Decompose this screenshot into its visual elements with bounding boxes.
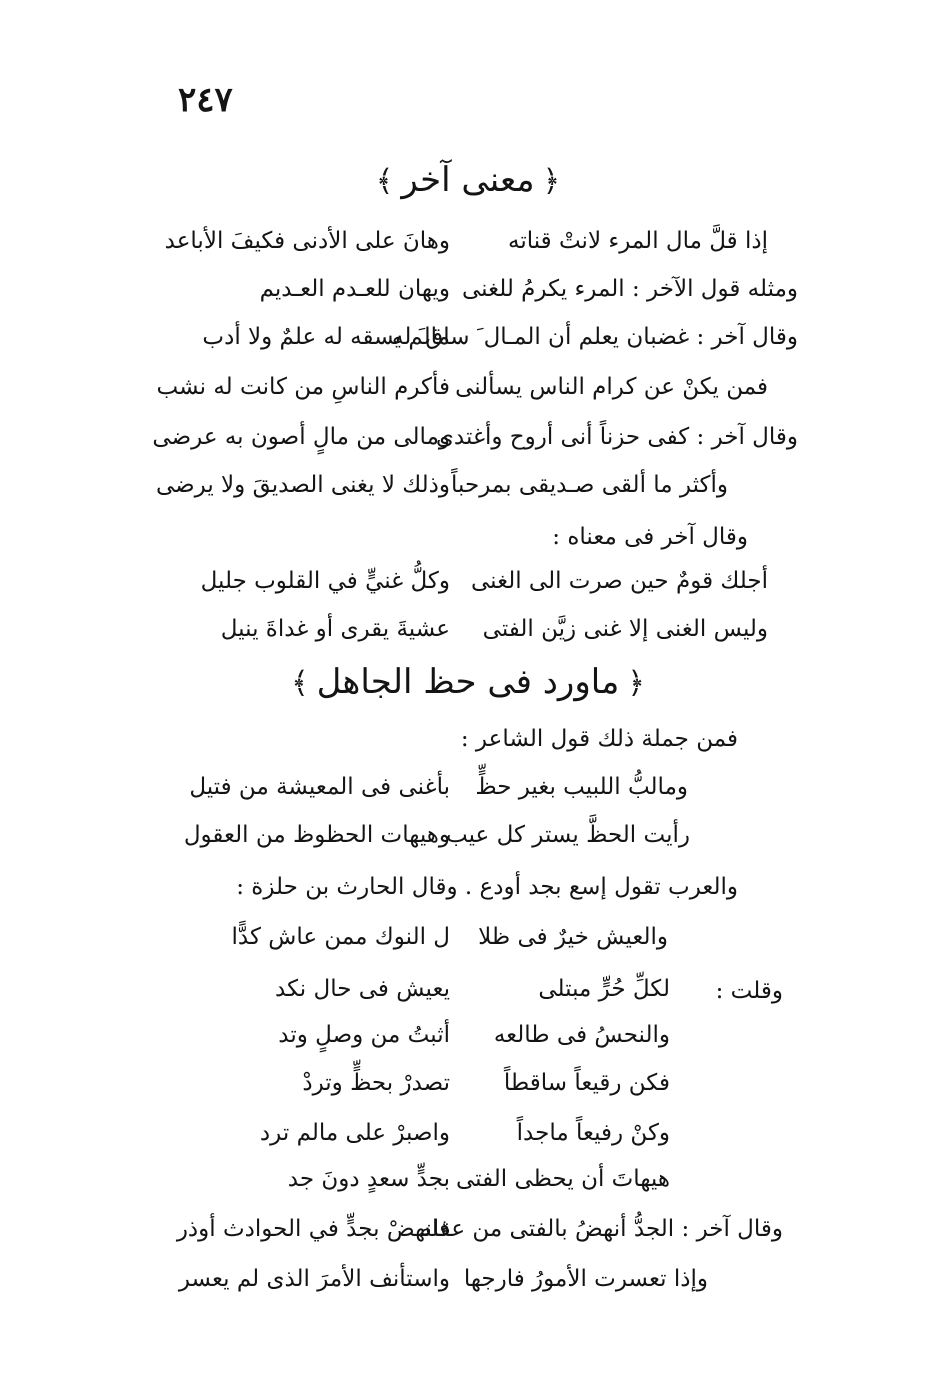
verse-left-hemistich: ويهان للعـدم العـديم xyxy=(259,276,450,302)
verse-left-hemistich: فانهضْ بجدٍّ في الحوادث أوذر xyxy=(176,1216,450,1242)
verse-left-hemistich: ومالى من مالٍ أصون به عرضى xyxy=(152,424,450,450)
ornament-bracket-right: ﴿ xyxy=(627,666,645,701)
verse-right-hemistich: وإذا تعسرت الأمورُ فارجها xyxy=(463,1266,708,1292)
verse-left-hemistich: وهيهات الحظوظ من العقول xyxy=(183,822,450,848)
section-heading-maana-akhar xyxy=(368,160,568,200)
verse-left-hemistich: بأغنى فى المعيشة من فتيل xyxy=(189,774,450,800)
verse-left-hemistich: يعيش فى حال نكد xyxy=(275,976,450,1002)
ornament-bracket-left: ﴾ xyxy=(375,164,394,199)
verse-left-hemistich: واصبرْ على مالم ترد xyxy=(259,1120,450,1146)
page-number: ٢٤٧ xyxy=(178,80,233,120)
verse-right-hemistich: وقال آخر : الجدُّ أنهضُ بالفتى من عقله xyxy=(419,1216,783,1242)
verse-right-hemistich: وليس الغنى إلا غنى زيَّن الفتى xyxy=(482,616,768,642)
verse-left-hemistich: عشيةَ يقرى أو غداةَ ينيل xyxy=(220,616,450,642)
verse-right-hemistich: إذا قلَّ مال المرء لانتْ قناته xyxy=(507,228,768,254)
heading-text: ماورد فى حظ الجاهل xyxy=(316,662,620,702)
verse-left-hemistich: واستأنف الأمرَ الذى لم يعسر xyxy=(178,1266,450,1292)
ornament-bracket-left: ﴾ xyxy=(291,666,309,701)
verse-right-hemistich: وقال آخر : غضبان يعلم أن المـال َ ساق َ له xyxy=(392,324,798,350)
ornament-bracket-right: ﴿ xyxy=(542,164,561,199)
verse-right-hemistich: فمن يكنْ عن كرام الناس يسألنى xyxy=(455,374,768,400)
verse-left-hemistich: وهانَ على الأدنى فكيفَ الأباعد xyxy=(164,228,450,254)
intro-label: وقلت : xyxy=(715,978,783,1004)
verse-right-hemistich: ومالبُّ اللبيب بغير حظٍّ xyxy=(475,774,688,800)
prose-line: فمن جملة ذلك قول الشاعر : xyxy=(460,726,738,752)
verse-right-hemistich: هيهاتَ أن يحظى الفتى xyxy=(456,1166,670,1192)
heading-text: معنى آخر xyxy=(401,160,535,200)
verse-left-hemistich: فأكرم الناسِ من كانت له نشب xyxy=(156,374,450,400)
verse-right-hemistich: والنحسُ فى طالعه xyxy=(493,1022,670,1048)
verse-right-hemistich: فكن رقيعاً ساقطاً xyxy=(503,1070,670,1096)
section-heading-jahil-luck xyxy=(283,662,653,702)
verse-right-hemistich: رأيت الحظَّ يستر كل عيب xyxy=(446,822,690,848)
prose-line: وقال آخر فى معناه : xyxy=(552,524,748,550)
verse-right-hemistich: والعيش خيرٌ فى ظلا xyxy=(478,924,668,950)
verse-left-hemistich: أثبتُ من وصلٍ وتد xyxy=(278,1022,450,1048)
verse-left-hemistich: بجدٍّ سعدٍ دونَ جد xyxy=(287,1166,450,1192)
verse-left-hemistich: ل النوك ممن عاش كدًّا xyxy=(231,924,450,950)
verse-left-hemistich: تصدرْ بحظٍّ وتردْ xyxy=(302,1070,450,1096)
verse-right-hemistich: أجلك قومٌ حين صرت الى الغنى xyxy=(471,568,768,594)
verse-left-hemistich: مالم يسقه له علمٌ ولا أدب xyxy=(202,324,450,350)
prose-line: والعرب تقول إسع بجد أودع . وقال الحارث بن حلزة : xyxy=(236,874,738,900)
verse-left-hemistich: وكلُّ غنيٍّ في القلوب جليل xyxy=(200,568,450,594)
verse-left-hemistich: وذلك لا يغنى الصديقَ ولا يرضى xyxy=(155,472,450,498)
verse-right-hemistich: وكنْ رفيعاً ماجداً xyxy=(516,1120,670,1146)
verse-right-hemistich: ومثله قول الآخر : المرء يكرمُ للغنى xyxy=(462,276,798,302)
verse-right-hemistich: وقال آخر : كفى حزناً أنى أروح وأغتدى xyxy=(435,424,798,450)
verse-right-hemistich: وأكثر ما ألقى صـديقى بمرحباً xyxy=(451,472,728,498)
verse-right-hemistich: لكلِّ حُرٍّ مبتلى xyxy=(538,976,670,1002)
